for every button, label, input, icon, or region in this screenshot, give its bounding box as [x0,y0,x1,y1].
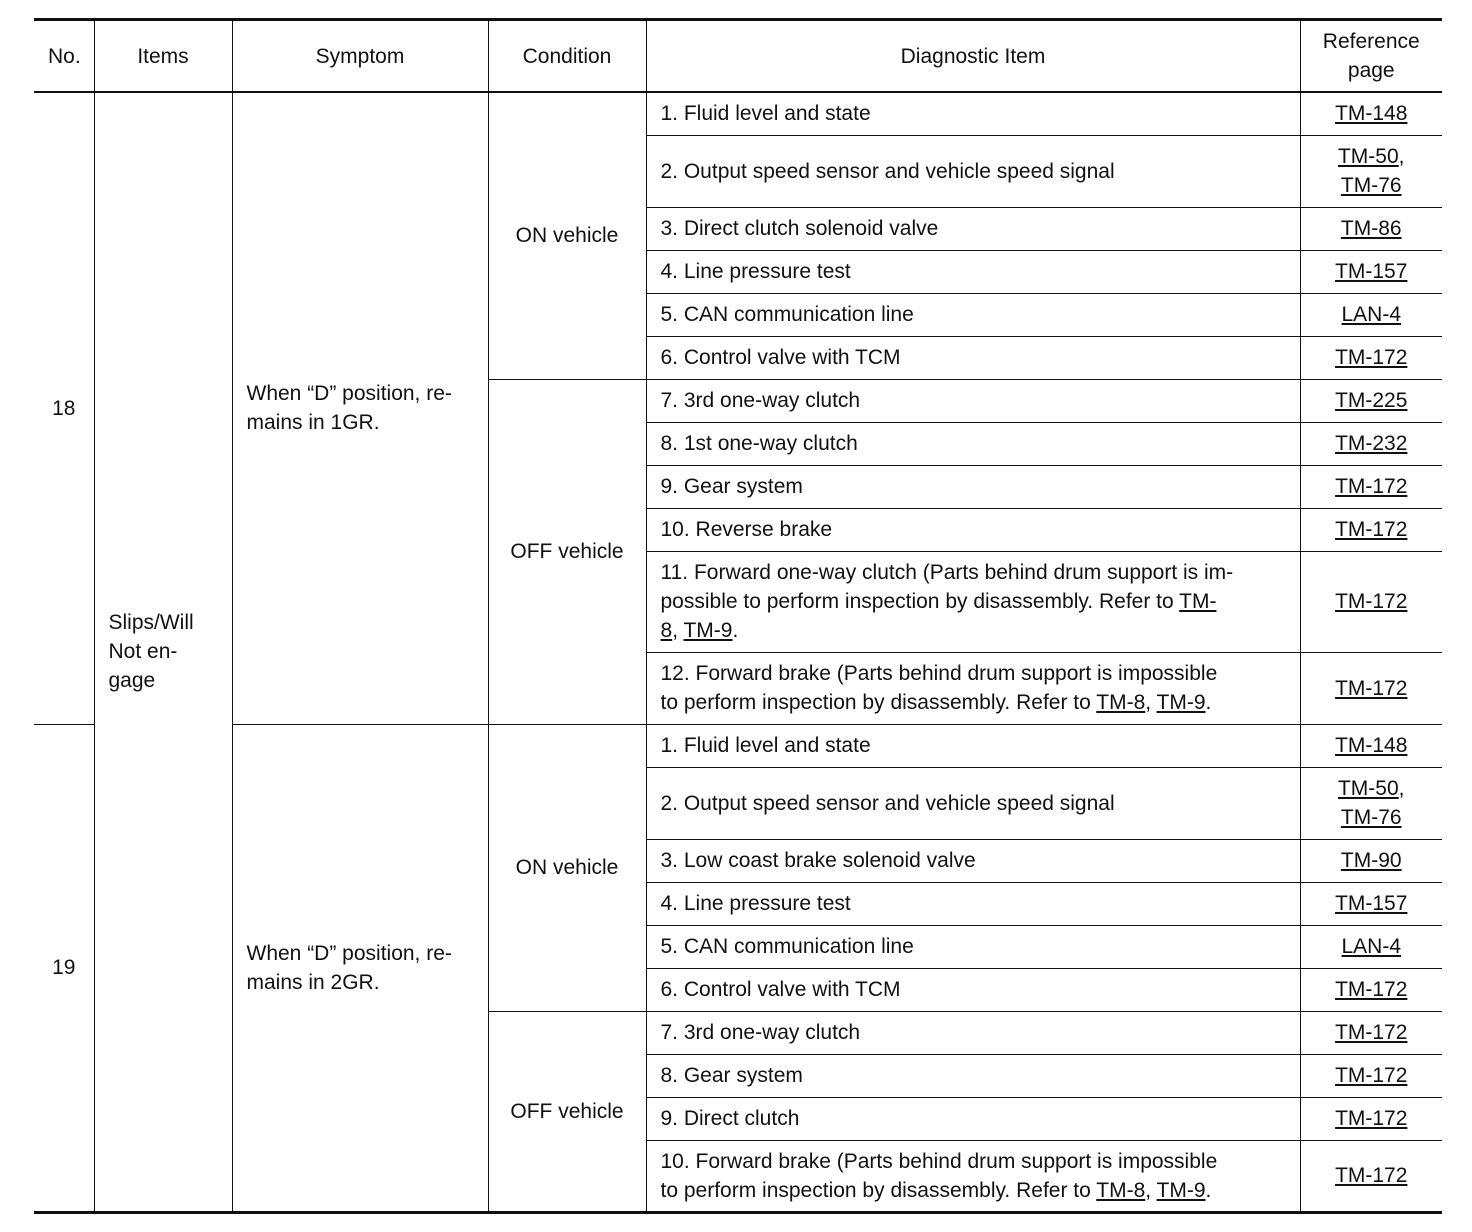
ref-cell [1300,551,1442,652]
reference-link[interactable]: LAN-4 [1341,303,1402,326]
ref-cell [1300,1011,1442,1054]
inline-end: . [1205,691,1212,714]
reference-link[interactable]: TM-50 [1337,145,1399,168]
diag-item: 7. 3rd one-way clutch [646,1011,1300,1054]
ref-cell [1300,1140,1442,1212]
ref-cell [1300,508,1442,551]
diag-item: 6. Control valve with TCM [646,968,1300,1011]
diag-item: 6. Control valve with TCM [646,336,1300,379]
inline-separator: , [1145,1178,1157,1202]
diag-line: to perform inspection by disassembly. Refer to [660,1178,1097,1202]
diag-item [646,652,1300,724]
inline-separator: , [672,619,684,642]
ref-cell [1300,1054,1442,1097]
items-line2: Not en- [108,640,178,664]
items-cell [94,92,232,1212]
ref-cell [1300,1097,1442,1140]
row-number-18: 18 [34,92,94,724]
diag-item: 5. CAN communication line [646,293,1300,336]
inline-reference-link[interactable]: TM-8 [1096,1178,1146,1202]
reference-link[interactable]: TM-172 [1335,1021,1408,1044]
reference-link[interactable]: TM-86 [1340,217,1402,240]
symptom-19-line1: When “D” position, re- [246,941,452,965]
diag-line: 10. Forward brake (Parts behind drum support is impossible [660,1149,1218,1173]
reference-link[interactable]: TM-172 [1335,518,1408,541]
inline-separator: , [1145,691,1157,714]
header-reference-page [1300,20,1442,93]
diag-item: 3. Low coast brake solenoid valve [646,839,1300,882]
diag-item: 5. CAN communication line [646,925,1300,968]
reference-link[interactable]: TM-172 [1335,1064,1408,1087]
diag-item: 9. Direct clutch [646,1097,1300,1140]
symptom-18-line1: When “D” position, re- [246,382,452,406]
ref-cell [1300,422,1442,465]
reference-link[interactable]: TM-148 [1335,734,1408,757]
ref-cell [1300,379,1442,422]
reference-link[interactable]: TM-76 [1340,174,1402,197]
reference-link[interactable]: TM-172 [1335,676,1408,700]
header-no: No. [34,20,94,93]
diag-line: possible to perform inspection by disassembly. Refer to [660,590,1180,613]
condition-on-18: ON vehicle [488,92,646,379]
ref-cell [1300,92,1442,135]
reference-link[interactable]: TM-90 [1340,849,1402,872]
diag-item: 9. Gear system [646,465,1300,508]
diag-item: 7. 3rd one-way clutch [646,379,1300,422]
ref-cell [1300,293,1442,336]
row-number-19: 19 [34,724,94,1212]
diag-item: 2. Output speed sensor and vehicle speed signal [646,135,1300,207]
reference-link[interactable]: TM-172 [1335,346,1408,369]
reference-link[interactable]: TM-232 [1335,432,1408,455]
items-line1: Slips/Will [108,611,194,635]
diag-item: 3. Direct clutch solenoid valve [646,207,1300,250]
reference-link[interactable]: TM-172 [1335,475,1408,498]
ref-cell [1300,968,1442,1011]
inline-reference-link[interactable]: TM- [1179,590,1217,613]
diag-line: to perform inspection by disassembly. Refer to [660,691,1097,714]
diagnostic-table [34,18,1442,1214]
reference-link[interactable]: TM-172 [1335,590,1408,613]
ref-cell [1300,207,1442,250]
table-row [34,724,1442,767]
ref-cell [1300,925,1442,968]
inline-reference-link[interactable]: TM-9 [683,619,733,642]
header-symptom: Symptom [232,20,488,93]
diag-item: 4. Line pressure test [646,882,1300,925]
ref-cell [1300,767,1442,839]
inline-reference-link[interactable]: TM-8 [1096,691,1146,714]
ref-cell [1300,465,1442,508]
inline-reference-link[interactable]: TM-9 [1156,1178,1206,1202]
header-reference-line2: page [1347,59,1395,82]
header-row [34,20,1442,93]
header-diagnostic-item: Diagnostic Item [646,20,1300,93]
ref-cell [1300,135,1442,207]
inline-end: . [732,619,739,642]
diag-item: 2. Output speed sensor and vehicle speed signal [646,767,1300,839]
diag-line: 11. Forward one-way clutch (Parts behind drum support is im- [660,561,1234,584]
inline-reference-link[interactable]: TM-9 [1156,691,1206,714]
ref-cell [1300,724,1442,767]
reference-link[interactable]: TM-225 [1335,389,1408,412]
ref-separator: , [1398,145,1405,168]
symptom-18 [232,92,488,724]
reference-link[interactable]: LAN-4 [1341,935,1402,958]
header-condition: Condition [488,20,646,93]
ref-cell [1300,336,1442,379]
condition-on-19: ON vehicle [488,724,646,1011]
symptom-19 [232,724,488,1212]
diag-item: 8. Gear system [646,1054,1300,1097]
table-row [34,92,1442,135]
condition-off-19: OFF vehicle [488,1011,646,1212]
reference-link[interactable]: TM-157 [1335,892,1408,915]
ref-separator: , [1398,777,1405,800]
reference-link[interactable]: TM-148 [1335,102,1408,126]
diag-item: 1. Fluid level and state [646,92,1300,135]
ref-cell [1300,652,1442,724]
header-items: Items [94,20,232,93]
symptom-19-line2: mains in 2GR. [246,970,380,994]
condition-off-18: OFF vehicle [488,379,646,724]
reference-link[interactable]: TM-172 [1335,1164,1408,1187]
ref-cell [1300,839,1442,882]
reference-link[interactable]: TM-172 [1335,978,1408,1001]
items-line3: gage [108,669,156,693]
reference-link[interactable]: TM-157 [1335,260,1408,283]
diag-item: 8. 1st one-way clutch [646,422,1300,465]
diag-item [646,1140,1300,1212]
symptom-18-line2: mains in 1GR. [246,411,380,435]
header-reference-line1: Reference [1322,30,1420,53]
reference-link[interactable]: TM-172 [1335,1107,1408,1130]
diag-item: 4. Line pressure test [646,250,1300,293]
diag-item: 10. Reverse brake [646,508,1300,551]
ref-cell [1300,882,1442,925]
reference-link[interactable]: TM-76 [1340,806,1402,829]
inline-end: . [1205,1178,1212,1202]
inline-reference-link[interactable]: 8 [660,619,673,642]
diag-item: 1. Fluid level and state [646,724,1300,767]
reference-link[interactable]: TM-50 [1337,777,1399,800]
diag-item [646,551,1300,652]
diag-line: 12. Forward brake (Parts behind drum support is impossible [660,662,1218,685]
ref-cell [1300,250,1442,293]
